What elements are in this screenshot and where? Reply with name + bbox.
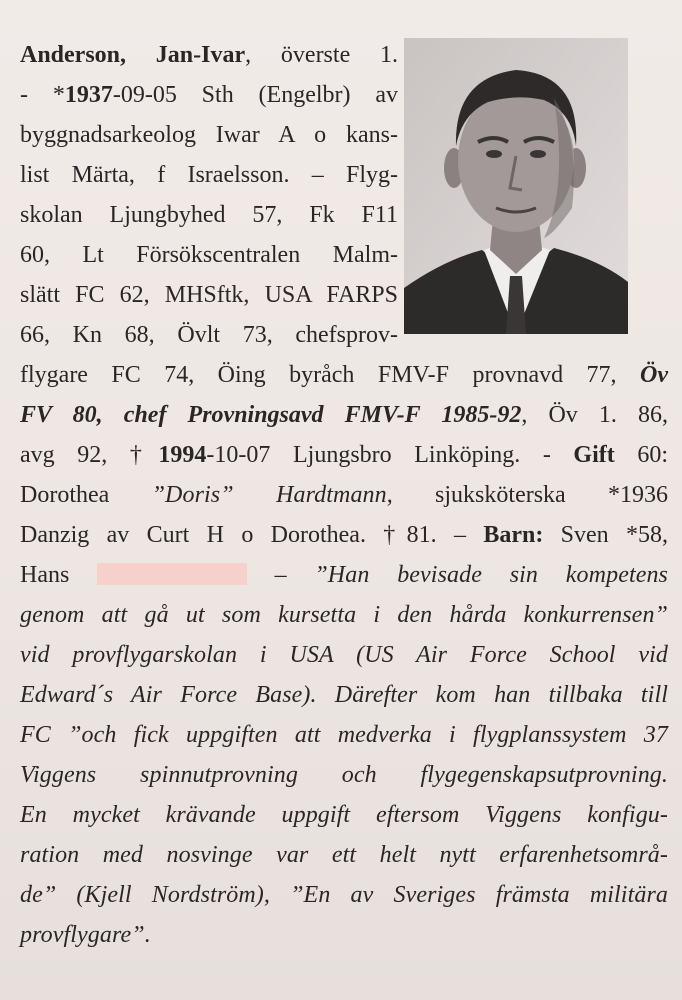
text-run: Dorothea (20, 482, 152, 508)
text-run: -10-07 Ljungsbro Linköping. - (206, 442, 574, 468)
text-run: Sven *58, (543, 522, 668, 548)
text-run: Edward´s Air Force Base). Därefter kom han tillbaka till (20, 682, 668, 708)
text-run: 60, Lt Försökscentralen Malm- (20, 242, 398, 268)
text-line (20, 240, 398, 270)
text-run: , sjuksköterska *1936 (386, 482, 668, 508)
text-run: slätt FC 62, MHSftk, USA FARPS (20, 282, 398, 308)
text-line (20, 520, 668, 550)
text-run: – (247, 562, 315, 588)
redaction-box (97, 563, 247, 585)
text-run: Viggens spinnutprovning och flygegenskapsutprovning. (20, 762, 668, 788)
text-run: , Öv 1. 86, (521, 402, 668, 428)
text-line (20, 320, 398, 350)
text-run: 66, Kn 68, Övlt 73, chefsprov- (20, 322, 398, 348)
text-line (20, 400, 668, 430)
text-run: list Märta, f Israelsson. – Flyg- (20, 162, 398, 188)
text-run: Gift (573, 442, 615, 468)
text-line (20, 720, 668, 750)
text-run: ration med nosvinge var ett helt nytt erfarenhetsområ- (20, 842, 668, 868)
text-line (20, 360, 668, 390)
text-line (20, 480, 668, 510)
text-line (20, 880, 668, 910)
text-line (20, 80, 398, 110)
text-run: Hans (20, 562, 97, 588)
text-line (20, 200, 398, 230)
text-run: Barn: (483, 522, 544, 548)
text-run: de” (Kjell Nordström), ”En av Sveriges främsta militära (20, 882, 668, 908)
text-run: byggnadsarkeolog Iwar A o kans- (20, 122, 398, 148)
text-run: 1937 (64, 82, 113, 108)
text-line (20, 640, 668, 670)
text-line (20, 680, 668, 710)
text-line (20, 800, 668, 830)
text-run: skolan Ljungbyhed 57, Fk F11 (20, 202, 398, 228)
text-run: provflygare”. (20, 922, 151, 948)
text-run: FV 80, chef Provningsavd FMV-F 1985-92 (20, 402, 522, 428)
text-run: flygare FC 74, Öing byråch FMV-F provnavd 77, (20, 362, 641, 388)
text-line (20, 160, 398, 190)
text-run: 60: (614, 442, 668, 468)
text-line (20, 560, 668, 590)
text-run: 1994 (158, 442, 207, 468)
text-run: En mycket krävande uppgift eftersom Viggens konfigu- (20, 802, 668, 828)
text-run: - * (20, 82, 65, 108)
text-run: , överste 1. (245, 42, 398, 68)
text-line (20, 920, 668, 950)
text-line (20, 440, 668, 470)
text-run: Anderson, Jan-Ivar (20, 42, 246, 68)
text-line (20, 600, 668, 630)
text-run: Öv (640, 362, 668, 388)
text-run: genom att gå ut som kursetta i den hårda konkurrensen” (20, 602, 668, 628)
text-line (20, 40, 398, 70)
text-line (20, 760, 668, 790)
text-run: Danzig av Curt H o Dorothea. †81. – (20, 522, 484, 548)
text-line (20, 840, 668, 870)
portrait-icon (404, 38, 628, 334)
text-run: ”Han bevisade sin kompetens (314, 562, 669, 588)
text-run: vid provflygarskolan i USA (US Air Force School vid (20, 642, 668, 668)
text-line (20, 120, 398, 150)
text-run: ”Doris” Hardtmann (151, 482, 387, 508)
text-run: FC ”och fick uppgiften att medverka i flygplanssystem 37 (20, 722, 668, 748)
text-run: avg 92, † (20, 442, 159, 468)
text-run: -09-05 Sth (Engelbr) av (112, 82, 398, 108)
portrait-photo (404, 38, 628, 334)
text-line (20, 280, 398, 310)
